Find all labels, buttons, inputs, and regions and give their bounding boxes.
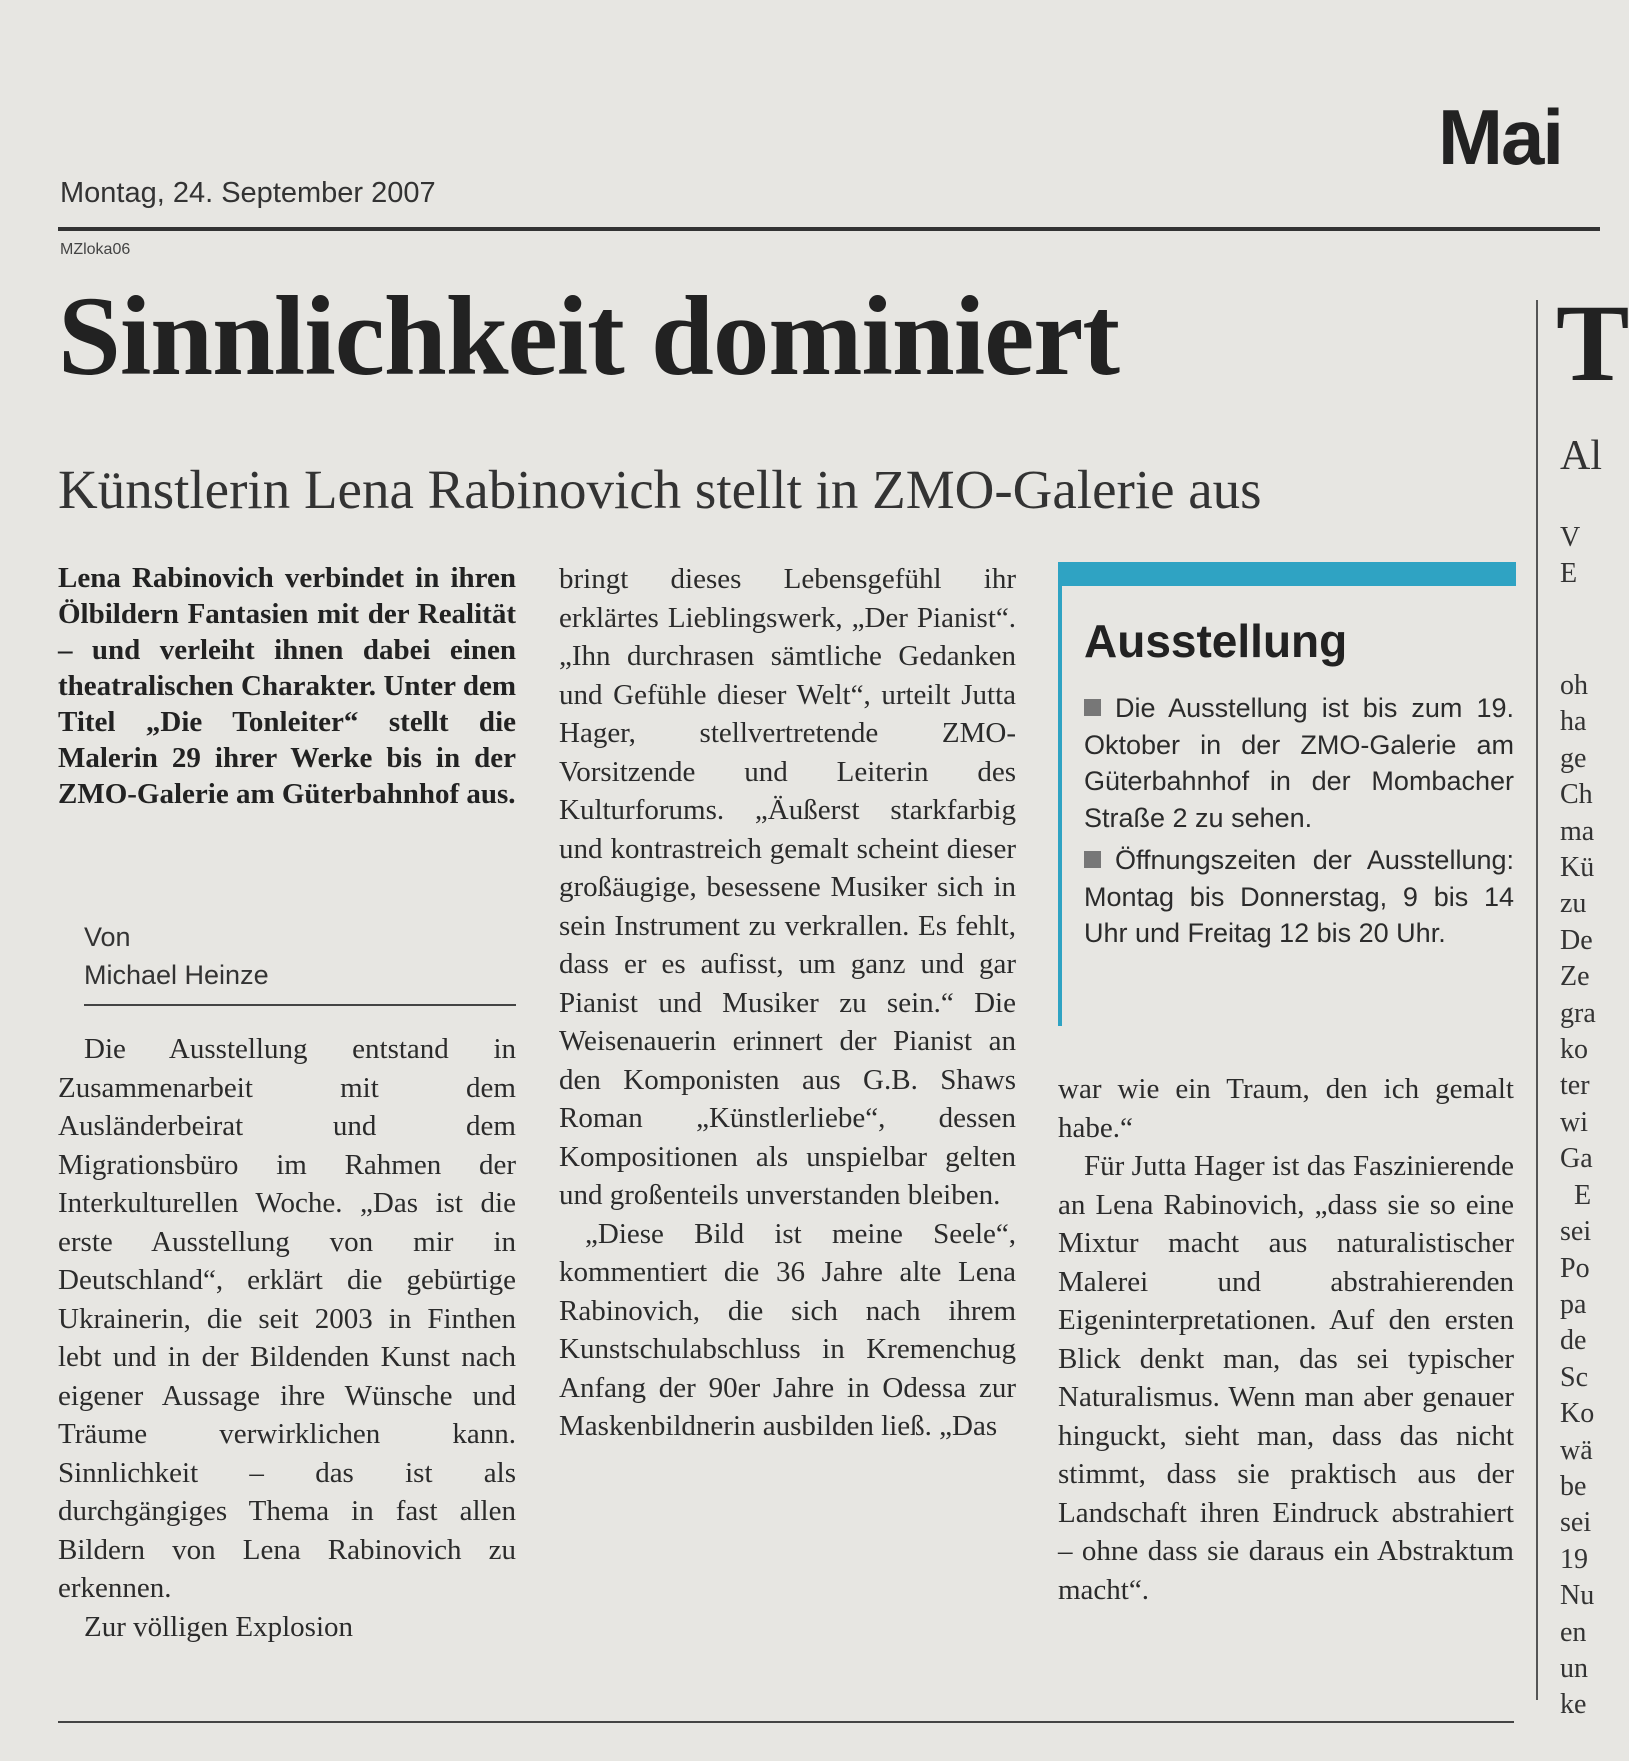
byline-rule <box>84 1004 516 1006</box>
article-column-1 <box>58 1030 516 1646</box>
info-box <box>1058 562 1516 1026</box>
paragraph: war wie ein Traum, den ich gemalt habe.“ <box>1058 1073 1514 1144</box>
next-article-headline-fragment: T <box>1556 282 1629 404</box>
article-subheadline: Künstlerin Lena Rabinovich stellt in ZMO-Galerie aus <box>58 459 1262 520</box>
paragraph: Die Ausstellung entstand in Zusammenarbeit mit dem Ausländerbeirat und dem Migrationsbüro im Rahmen der Interkulturellen Woche. „Das ist die erste Ausstellung von mir in Deutschland“, erklärt die gebürtige Ukrainerin, die seit 2003 in Finthen lebt und in der Bildenden Kunst nach eigener Aussage ihre Wünsche und Träume verwirklichen kann. Sinnlichkeit – das ist als durchgängiges Thema in fast allen Bildern von Lena Rabinovich zu erkennen. <box>58 1033 516 1604</box>
byline-author: Michael Heinze <box>84 960 269 990</box>
article-column-3 <box>1058 1070 1514 1609</box>
info-box-accent-line <box>1058 586 1062 1026</box>
next-article-byline-fragment: V E <box>1560 522 1581 590</box>
top-rule <box>58 227 1600 231</box>
next-article-text-fragment: oh ha ge Ch ma Kü zu De Ze gra ko ter wi Ga E sei Po pa de Sc Ko wä be sei 19 Nu en un ke <box>1560 670 1596 1721</box>
paragraph: Zur völligen Explosion <box>84 1610 354 1643</box>
column-divider <box>1536 300 1538 1700</box>
info-box-accent-bar <box>1058 562 1516 586</box>
article-column-2 <box>559 560 1016 1446</box>
paragraph: Für Jutta Hager ist das Faszinierende an Lena Rabinovich, „dass sie so eine Mixtur macht aus naturalistischer Malerei und abstrahierenden Eigeninterpretationen. Auf den ersten Blick denkt man, das sei typischer Naturalismus. Wenn man aber genauer hinguckt, sieht man, dass das nicht stimmt, dass sie praktisch aus der Landschaft ihren Eindruck abstrahiert – ohne dass sie daraus ein Abstraktum macht“. <box>1058 1150 1514 1606</box>
bottom-rule <box>58 1721 1514 1723</box>
info-item-text: Die Ausstellung ist bis zum 19. Oktober in der ZMO-Galerie am Güterbahnhof in der Mombacher Straße 2 zu sehen. <box>1084 693 1514 833</box>
info-box-text <box>1084 690 1514 958</box>
paragraph: „Diese Bild ist meine Seele“, kommentiert die 36 Jahre alte Lena Rabinovich, die sich nach ihrem Kunstschulabschluss in Kremenchug Anfang der 90er Jahre in Odessa zur Maskenbildnerin ausbilden ließ. „Das <box>559 1217 1016 1442</box>
square-bullet-icon <box>1084 851 1101 868</box>
article-lead: Lena Rabinovich verbindet in ihren Ölbildern Fantasien mit der Realität – und verleiht ihnen dabei einen theatralischen Charakter. Unter dem Titel „Die Tonleiter“ stellt die Malerin 29 ihrer Werke bis in der ZMO-Galerie am Güterbahnhof aus. <box>58 562 516 810</box>
article-headline: Sinnlichkeit dominiert <box>58 274 1120 399</box>
issue-date: Montag, 24. September 2007 <box>60 177 436 209</box>
info-item <box>1084 842 1514 952</box>
square-bullet-icon <box>1084 699 1101 716</box>
byline-prefix: Von <box>84 922 131 952</box>
info-box-title: Ausstellung <box>1084 615 1348 667</box>
info-item <box>1084 690 1514 836</box>
next-article-subhead-fragment: Al <box>1560 433 1602 479</box>
info-item-text: Öffnungszeiten der Ausstellung: Montag bis Donnerstag, 9 bis 14 Uhr und Freitag 12 bis 20 Uhr. <box>1084 845 1514 948</box>
newspaper-masthead: Mai <box>1438 93 1563 181</box>
byline <box>84 918 269 994</box>
paragraph: bringt dieses Lebensgefühl ihr erklärtes Lieblingswerk, „Der Pianist“. „Ihn durchrasen sämtliche Gedanken und Gefühle dieser Welt“, urteilt Jutta Hager, stellvertretende ZMO-Vorsitzende und Leiterin des Kulturforums. „Äußerst starkfarbig und kontrastreich gemalt scheint dieser großäugige, besessene Musiker sich in sein Instrument zu verkrallen. Es fehlt, dass er es aufisst, um ganz und gar Pianist und Musiker zu sein.“ Die Weisenauerin erinnert der Pianist an den Komponisten aus G.B. Shaws Roman „Künstlerliebe“, dessen Kompositionen als unspielbar gelten und großenteils unverstanden bleiben. <box>559 563 1016 1211</box>
page-code: MZloka06 <box>60 241 131 258</box>
